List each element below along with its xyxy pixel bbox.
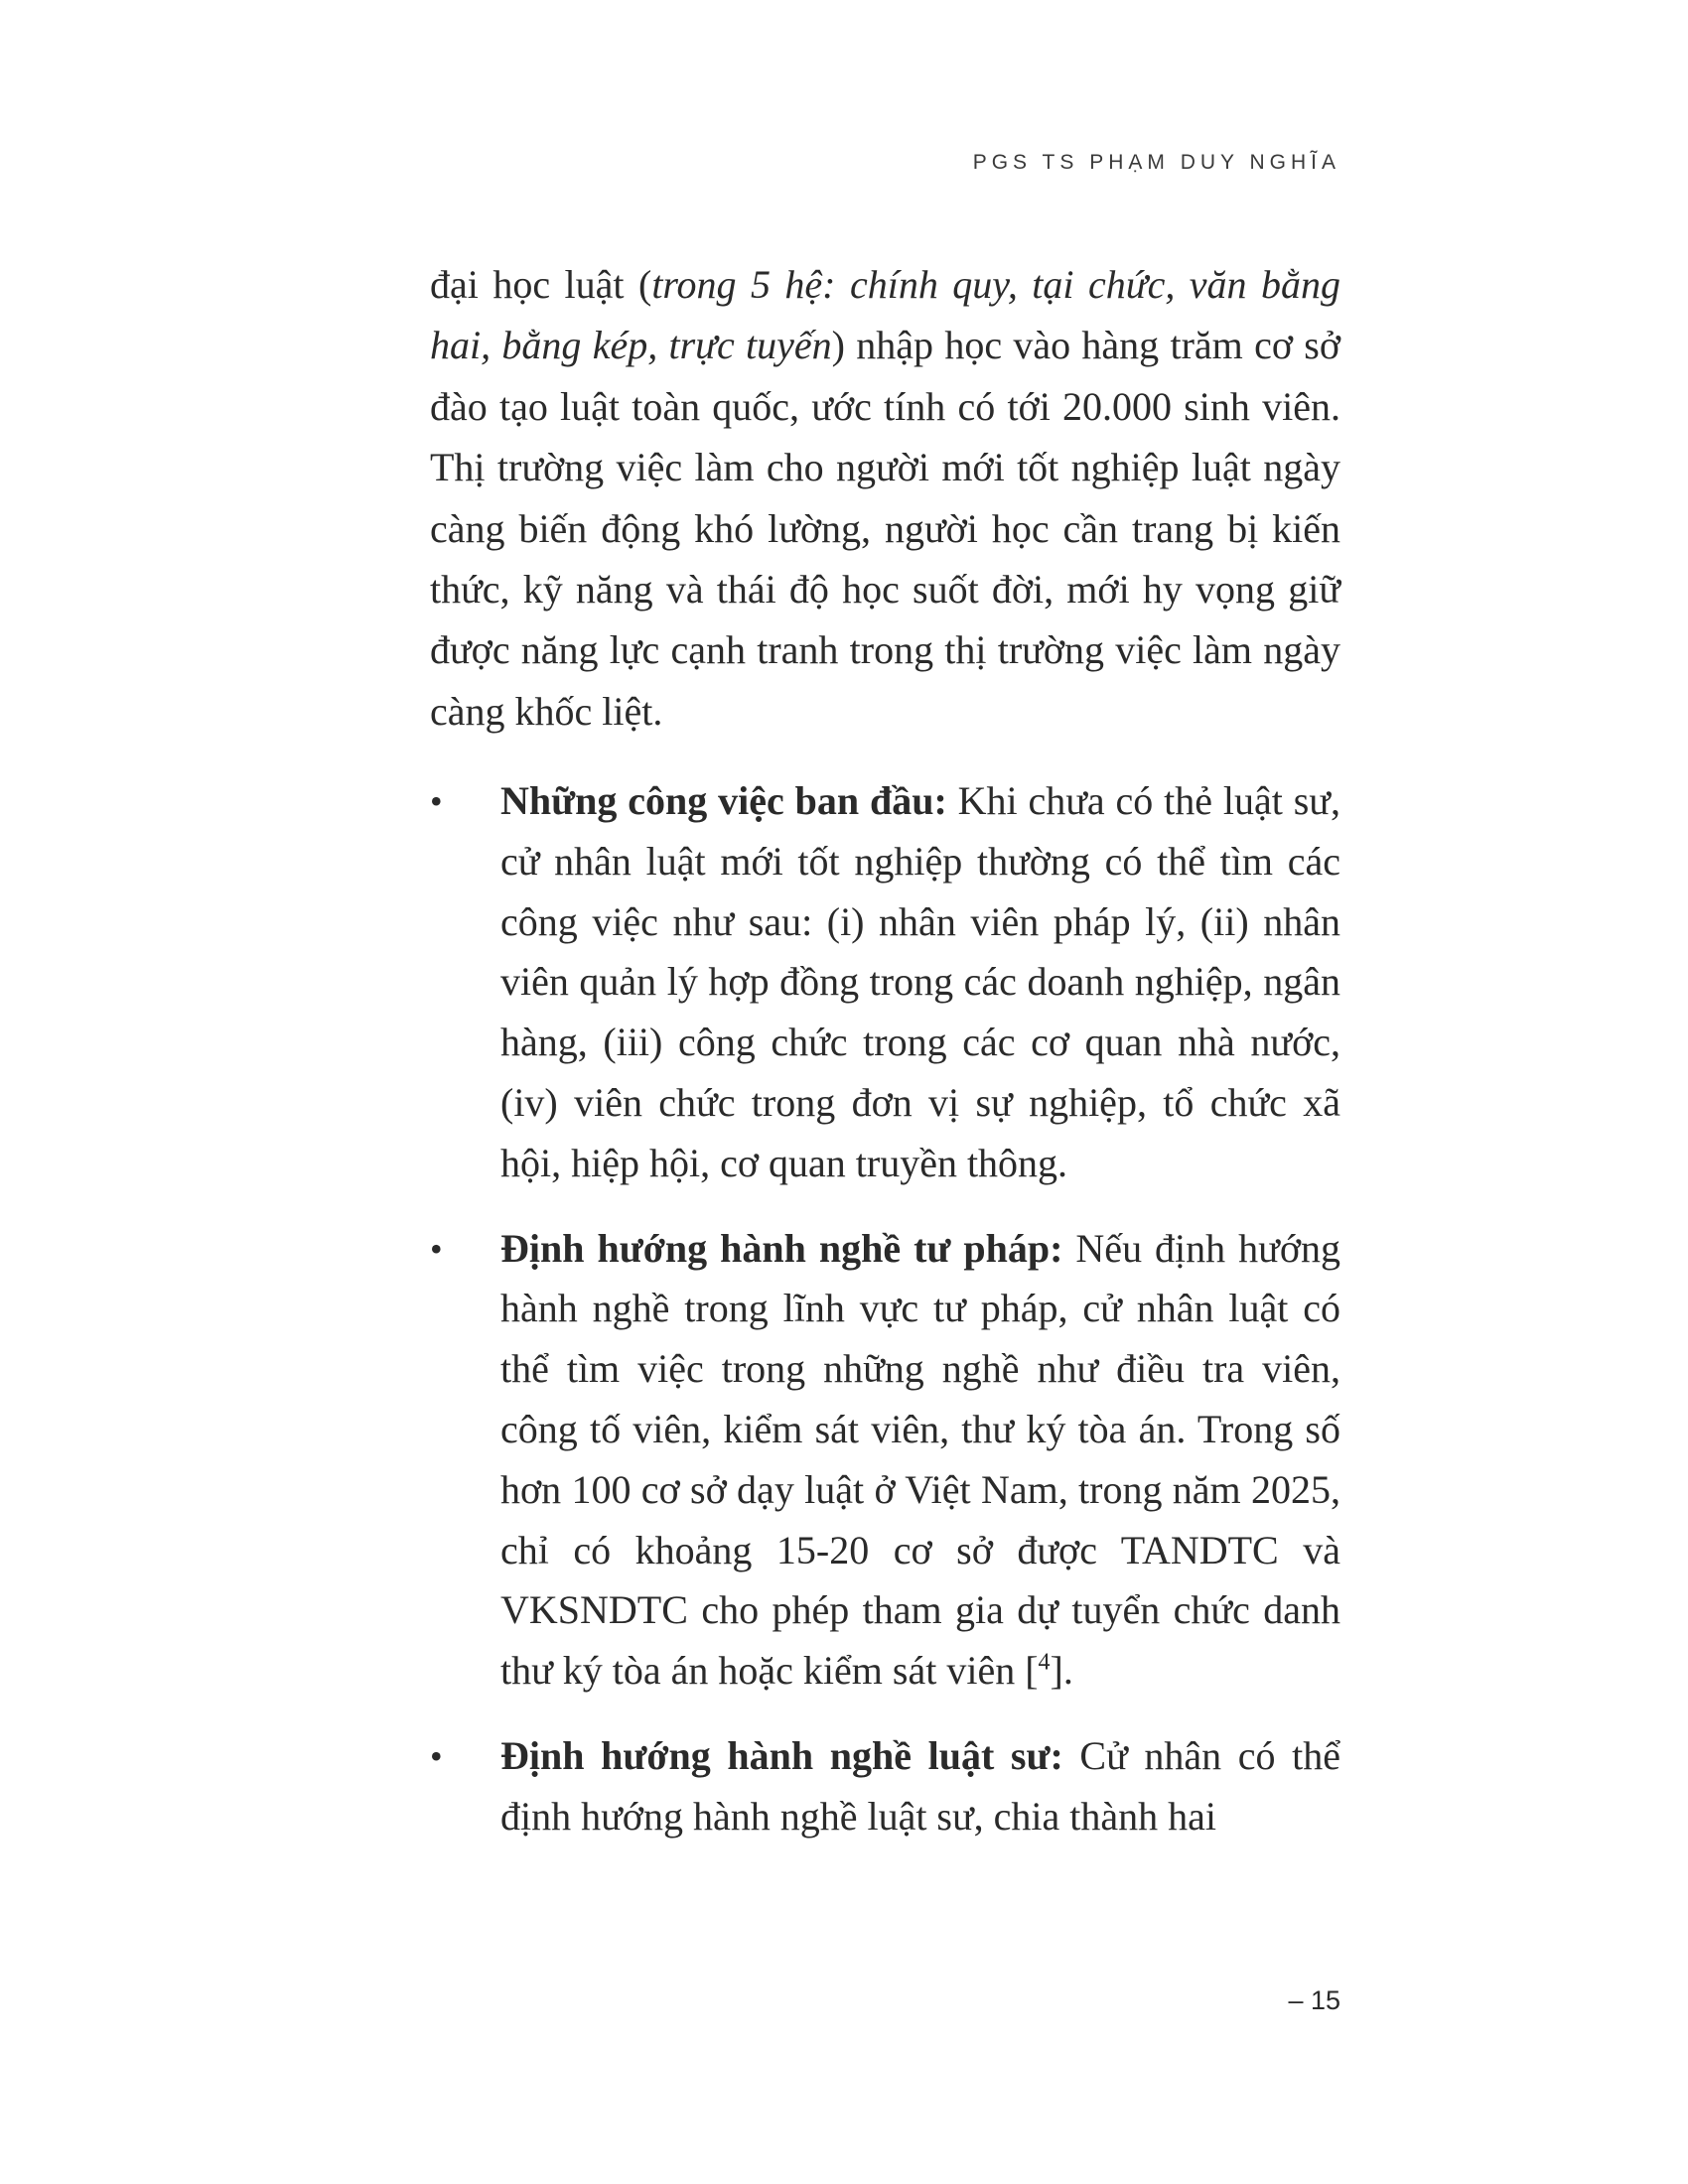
bullet-list: [430, 771, 1340, 1872]
page-number: – 15: [1288, 1985, 1340, 2015]
bullet-heading: Định hướng hành nghề tư pháp:: [500, 1225, 1063, 1271]
footnote-reference[interactable]: 4: [1038, 1649, 1051, 1676]
intro-text-end: ) nhập học vào hàng trăm cơ sở đào tạo luật toàn quốc, ước tính có tới 20.000 sinh viên. Thị trường việc làm cho người mới tốt nghiệp luật ngày càng biến động khó lường, người học cần trang bị kiến thức, kỹ năng và thái độ học suốt đời, mới hy vọng giữ được năng lực cạnh tranh trong thị trường việc làm ngày càng khốc liệt.: [430, 323, 1340, 734]
bullet-heading: Những công việc ban đầu:: [500, 778, 947, 823]
bullet-item-judicial-career: [430, 1219, 1340, 1702]
bullet-item-lawyer-career: [430, 1726, 1340, 1847]
intro-paragraph: [430, 254, 1340, 742]
bullet-icon: •: [430, 781, 443, 821]
bullet-text: Nếu định hướng hành nghề trong lĩnh vực tư pháp, cử nhân luật có thể tìm việc trong những nghề như điều tra viên, công tố viên, kiểm sát viên, thư ký tòa án. Trong số hơn 100 cơ sở dạy luật ở Việt Nam, trong năm 2025, chỉ có khoảng 15-20 cơ sở được TANDTC và VKSNDTC cho phép tham gia dự tuyển chức danh thư ký tòa án hoặc kiểm sát viên [: [500, 1225, 1340, 1694]
bullet-text: Khi chưa có thẻ luật sư, cử nhân luật mới tốt nghiệp thường có thể tìm các công việc như sau: (i) nhân viên pháp lý, (ii) nhân viên quản lý hợp đồng trong các doanh nghiệp, ngân hàng, (iii) công chức trong các cơ quan nhà nước, (iv) viên chức trong đơn vị sự nghiệp, tổ chức xã hội, hiệp hội, cơ quan truyền thông.: [500, 778, 1340, 1185]
bullet-icon: •: [430, 1228, 443, 1269]
intro-italic-text: trong 5 hệ: chính quy, tại chức, văn bằng hai, bằng kép, trực tuyến: [430, 262, 1340, 368]
running-head: PGS TS PHẠM DUY NGHĨA: [972, 151, 1340, 174]
bullet-text: Cử nhân có thể định hướng hành nghề luật sư, chia thành hai: [500, 1732, 1341, 1839]
bullet-heading: Định hướng hành nghề luật sư:: [500, 1732, 1063, 1778]
intro-text-start: đại học luật (: [430, 262, 652, 307]
bullet-icon: •: [430, 1735, 443, 1776]
bullet-text-tail: ].: [1050, 1648, 1073, 1694]
bullet-item-initial-jobs: [430, 771, 1340, 1194]
